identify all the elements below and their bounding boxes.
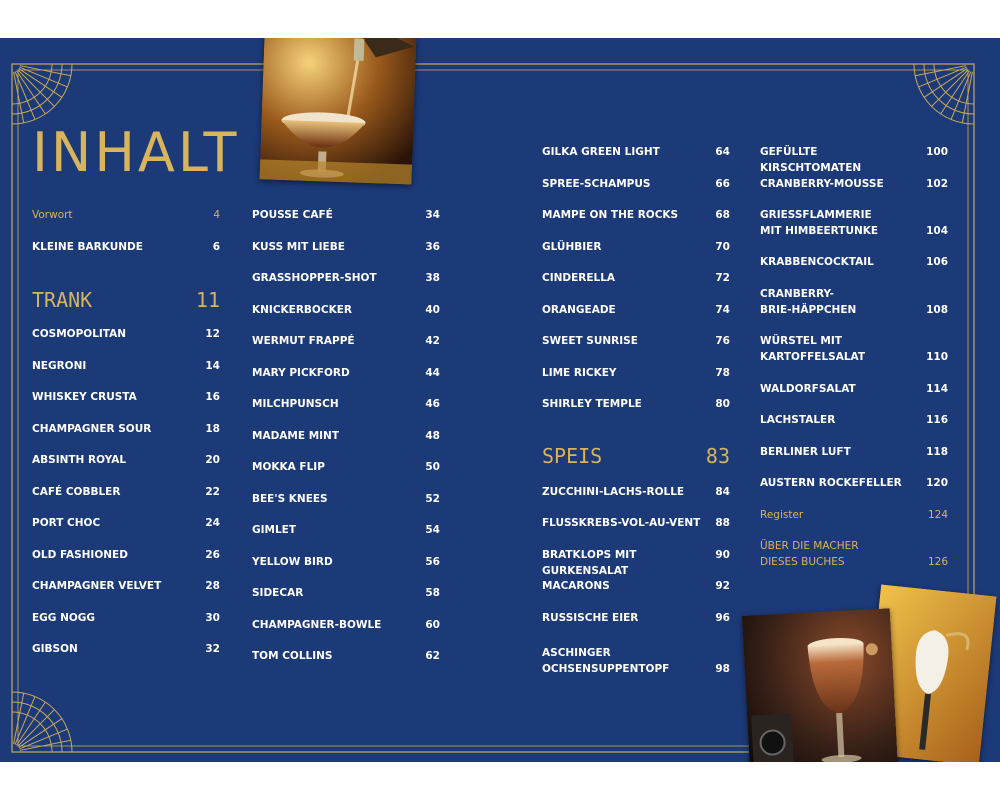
entry-page: 62	[425, 650, 440, 662]
entry-page: 64	[715, 146, 730, 158]
entry-page: 14	[205, 360, 220, 372]
section-heading	[542, 442, 730, 470]
entry-page: 24	[205, 517, 220, 529]
entry-title: KNICKERBOCKER	[252, 304, 352, 316]
entry-page: 96	[715, 612, 730, 624]
entry-page: 48	[425, 430, 440, 442]
entry-page: 20	[205, 454, 220, 466]
entry-title: MACARONS	[542, 580, 610, 592]
corner-fan-top-right	[914, 64, 974, 124]
entry-title: CHAMPAGNER-BOWLE	[252, 619, 382, 631]
entry-title: COSMOPOLITAN	[32, 328, 127, 340]
toc-entry	[760, 207, 948, 239]
toc-entry	[760, 475, 948, 491]
toc-entry	[542, 610, 730, 626]
corner-fan-bottom-left	[12, 692, 72, 752]
entry-title: LIME RICKEY	[542, 367, 617, 379]
entry-title: Vorwort	[32, 209, 73, 221]
toc-entry	[252, 491, 440, 507]
entry-page: 52	[425, 493, 440, 505]
toc-entry	[252, 522, 440, 538]
entry-title: GILKA GREEN LIGHT	[542, 146, 660, 158]
toc-entry	[32, 547, 220, 563]
entry-page: 98	[715, 663, 730, 675]
toc-entry	[760, 254, 948, 270]
toc-entry	[32, 358, 220, 374]
toc-entry	[32, 326, 220, 342]
entry-title: KLEINE BARKUNDE	[32, 241, 143, 253]
section-heading	[32, 286, 220, 314]
toc-entry	[542, 645, 730, 677]
entry-page: 66	[715, 178, 730, 190]
entry-page: 40	[425, 304, 440, 316]
toc-entry	[32, 452, 220, 468]
entry-page: 42	[425, 335, 440, 347]
entry-title: MILCHPUNSCH	[252, 398, 339, 410]
toc-entry	[252, 428, 440, 444]
toc-entry	[542, 396, 730, 412]
entry-page: 38	[425, 272, 440, 284]
entry-page: 44	[425, 367, 440, 379]
entry-title: ÜBER DIE MACHER DIESES BUCHES	[760, 540, 859, 568]
entry-title: BRATKLOPS MIT GURKENSALAT	[542, 549, 637, 577]
entry-title: CINDERELLA	[542, 272, 616, 284]
entry-page: 100	[926, 146, 948, 158]
entry-title: Register	[760, 509, 804, 521]
entry-title: LACHSTALER	[760, 414, 836, 426]
entry-page: 78	[715, 367, 730, 379]
section-page: 11	[195, 288, 220, 312]
entry-page: 58	[425, 587, 440, 599]
toc-entry	[760, 507, 948, 523]
toc-entry	[542, 547, 730, 579]
entry-title: TOM COLLINS	[252, 650, 333, 662]
entry-page: 54	[425, 524, 440, 536]
entry-page: 22	[205, 486, 220, 498]
entry-page: 6	[212, 241, 220, 253]
toc-entry	[32, 239, 220, 255]
entry-page: 18	[205, 423, 220, 435]
entry-title: MAMPE ON THE ROCKS	[542, 209, 679, 221]
entry-page: 26	[205, 549, 220, 561]
toc-entry	[760, 333, 948, 365]
entry-title: GLÜHBIER	[542, 241, 602, 253]
entry-title: CHAMPAGNER VELVET	[32, 580, 162, 592]
entry-page: 102	[926, 178, 948, 190]
entry-page: 46	[425, 398, 440, 410]
entry-page: 124	[927, 509, 948, 521]
entry-title: BERLINER LUFT	[760, 446, 851, 458]
entry-page: 76	[715, 335, 730, 347]
entry-title: KRABBENCOCKTAIL	[760, 256, 874, 268]
entry-page: 60	[425, 619, 440, 631]
entry-page: 88	[715, 517, 730, 529]
entry-title: ZUCCHINI-LACHS-ROLLE	[542, 486, 685, 498]
entry-page: 4	[213, 209, 220, 221]
toc-entry	[32, 484, 220, 500]
entry-title: FLUSSKREBS-VOL-AU-VENT	[542, 517, 701, 529]
entry-page: 36	[425, 241, 440, 253]
section-title: TRANK	[32, 288, 93, 312]
entry-page: 108	[926, 304, 948, 316]
entry-title: PORT CHOC	[32, 517, 101, 529]
entry-page: 114	[926, 383, 948, 395]
entry-title: YELLOW BIRD	[252, 556, 333, 568]
entry-title: ASCHINGER OCHSENSUPPENTOPF	[542, 647, 670, 675]
entry-title: GEFÜLLTE KIRSCHTOMATEN	[760, 146, 862, 174]
toc-entry	[760, 381, 948, 397]
entry-page: 120	[926, 477, 948, 489]
toc-entry	[542, 144, 730, 160]
entry-title: BEE'S KNEES	[252, 493, 328, 505]
entry-page: 56	[425, 556, 440, 568]
entry-title: SWEET SUNRISE	[542, 335, 638, 347]
entry-title: EGG NOGG	[32, 612, 96, 624]
entry-title: GRASSHOPPER-SHOT	[252, 272, 377, 284]
entry-title: CRANBERRY-MOUSSE	[760, 178, 884, 190]
entry-title: OLD FASHIONED	[32, 549, 128, 561]
entry-page: 30	[205, 612, 220, 624]
corner-fan-top-left	[12, 64, 72, 124]
toc-entry	[32, 207, 220, 223]
toc-entry	[252, 585, 440, 601]
toc-entry	[542, 176, 730, 192]
toc-spread	[0, 38, 1000, 762]
page-title: INHALT	[32, 121, 240, 184]
entry-title: WALDORFSALAT	[760, 383, 856, 395]
entry-page: 34	[425, 209, 440, 221]
toc-entry	[252, 365, 440, 381]
toc-entry	[542, 365, 730, 381]
entry-page: 50	[425, 461, 440, 473]
toc-entry	[760, 538, 948, 570]
toc-entry	[252, 270, 440, 286]
entry-page: 70	[715, 241, 730, 253]
entry-page: 92	[715, 580, 730, 592]
entry-title: SPREE-SCHAMPUS	[542, 178, 651, 190]
toc-entry	[252, 302, 440, 318]
entry-title: CAFÉ COBBLER	[32, 486, 121, 498]
entry-title: SIDECAR	[252, 587, 304, 599]
toc-entry	[542, 239, 730, 255]
toc-entry	[252, 617, 440, 633]
entry-title: POUSSE CAFÉ	[252, 209, 333, 221]
entry-page: 80	[715, 398, 730, 410]
entry-title: GIMLET	[252, 524, 296, 536]
entry-title: CRANBERRY- BRIE-HÄPPCHEN	[760, 288, 857, 316]
toc-entry	[542, 484, 730, 500]
toc-entry	[252, 554, 440, 570]
cocktail-photo-top	[259, 38, 416, 185]
toc-entry	[542, 333, 730, 349]
toc-entry	[32, 578, 220, 594]
entry-page: 72	[715, 272, 730, 284]
toc-entry	[252, 239, 440, 255]
toc-entry	[760, 444, 948, 460]
entry-title: WERMUT FRAPPÉ	[252, 335, 355, 347]
toc-entry	[542, 270, 730, 286]
toc-entry	[32, 641, 220, 657]
entry-title: WÜRSTEL MIT KARTOFFELSALAT	[760, 335, 866, 363]
entry-title: WHISKEY CRUSTA	[32, 391, 137, 403]
toc-entry	[252, 459, 440, 475]
toc-entry	[252, 648, 440, 664]
toc-entry	[542, 578, 730, 594]
toc-entry	[542, 207, 730, 223]
entry-title: MOKKA FLIP	[252, 461, 325, 473]
entry-title: GIBSON	[32, 643, 78, 655]
toc-entry	[760, 176, 948, 192]
toc-entry	[760, 412, 948, 428]
entry-page: 28	[205, 580, 220, 592]
entry-page: 116	[926, 414, 948, 426]
toc-entry	[32, 515, 220, 531]
cocktail-photo-bottom-front	[742, 608, 898, 762]
entry-title: MADAME MINT	[252, 430, 339, 442]
entry-page: 126	[927, 556, 948, 568]
entry-title: NEGRONI	[32, 360, 87, 372]
entry-title: ABSINTH ROYAL	[32, 454, 127, 466]
entry-title: SHIRLEY TEMPLE	[542, 398, 642, 410]
entry-title: AUSTERN ROCKEFELLER	[760, 477, 902, 489]
entry-page: 90	[715, 549, 730, 561]
toc-entry	[760, 144, 948, 176]
entry-page: 106	[926, 256, 948, 268]
entry-title: ORANGEADE	[542, 304, 616, 316]
entry-title: KUSS MIT LIEBE	[252, 241, 345, 253]
entry-title: MARY PICKFORD	[252, 367, 350, 379]
entry-page: 16	[205, 391, 220, 403]
entry-title: RUSSISCHE EIER	[542, 612, 639, 624]
entry-page: 118	[926, 446, 948, 458]
entry-page: 12	[205, 328, 220, 340]
entry-page: 104	[926, 225, 948, 237]
entry-page: 32	[205, 643, 220, 655]
toc-entry	[252, 333, 440, 349]
toc-entry	[32, 389, 220, 405]
section-title: SPEIS	[542, 444, 603, 468]
entry-page: 110	[926, 351, 948, 363]
section-page: 83	[705, 444, 730, 468]
entry-title: CHAMPAGNER SOUR	[32, 423, 152, 435]
entry-page: 68	[715, 209, 730, 221]
toc-entry	[32, 421, 220, 437]
toc-entry	[542, 302, 730, 318]
toc-entry	[252, 207, 440, 223]
toc-entry	[760, 286, 948, 318]
toc-entry	[32, 610, 220, 626]
toc-entry	[252, 396, 440, 412]
entry-title: GRIESSFLAMMERIE MIT HIMBEERTUNKE	[760, 209, 879, 237]
entry-page: 84	[715, 486, 730, 498]
entry-page: 74	[715, 304, 730, 316]
toc-entry	[542, 515, 730, 531]
